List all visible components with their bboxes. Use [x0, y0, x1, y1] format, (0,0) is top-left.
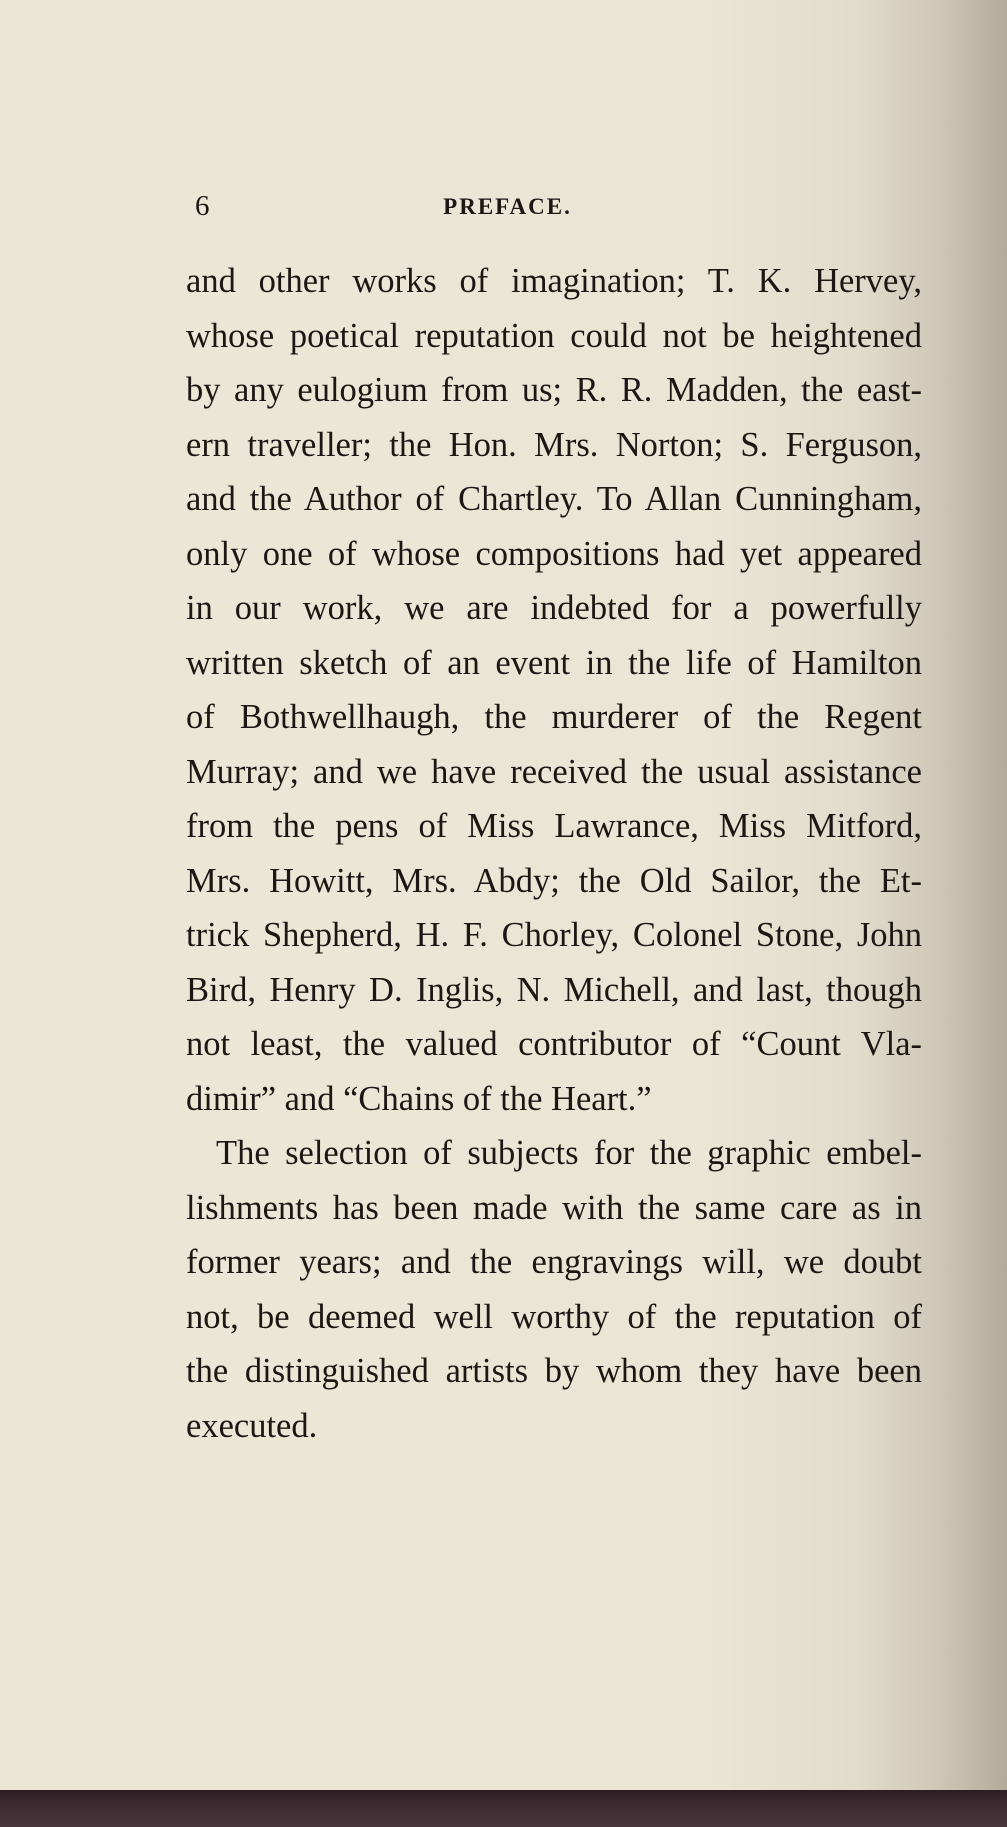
text-line: whose poetical reputation could not be heightened: [186, 316, 922, 355]
text-line: ern traveller; the Hon. Mrs. Norton; S. Ferguson,: [186, 425, 922, 464]
text-line: dimir” and “Chains of the Heart.”: [186, 1079, 652, 1118]
text-line: of Bothwellhaugh, the murderer of the Regent: [186, 698, 922, 736]
text-line: executed.: [186, 1406, 318, 1445]
text-line: by any eulogium from us; R. R. Madden, the east-: [186, 371, 922, 409]
page-number: 6: [195, 190, 210, 222]
running-head: [195, 190, 915, 230]
preface-text: [186, 254, 922, 1453]
text-line: not least, the valued contributor of “Count Vla-: [186, 1025, 922, 1063]
page-bottom-edge: [0, 1790, 1007, 1827]
text-line: lishments has been made with the same care as in: [186, 1188, 922, 1227]
paragraph-2: [186, 1126, 922, 1453]
running-head-title: PREFACE.: [443, 194, 572, 219]
text-line: in our work, we are indebted for a powerfully: [186, 589, 922, 627]
text-line: The selection of subjects for the graphic embel-: [216, 1134, 922, 1172]
paragraph-1: [186, 254, 922, 1126]
text-line: Mrs. Howitt, Mrs. Abdy; the Old Sailor, the Et-: [186, 861, 922, 900]
text-line: Bird, Henry D. Inglis, N. Michell, and last, though: [186, 970, 922, 1009]
text-line: Murray; and we have received the usual assistance: [186, 752, 922, 791]
text-line: trick Shepherd, H. F. Chorley, Colonel Stone, John: [186, 916, 922, 954]
text-line: not, be deemed well worthy of the reputation of: [186, 1297, 922, 1336]
text-line: and other works of imagination; T. K. Hervey,: [186, 262, 922, 300]
text-line: and the Author of Chartley. To Allan Cunningham,: [186, 480, 922, 518]
text-line: former years; and the engravings will, we doubt: [186, 1243, 922, 1281]
text-line: written sketch of an event in the life of Hamilton: [186, 643, 922, 682]
text-line: only one of whose compositions had yet appeared: [186, 534, 922, 573]
text-line: the distinguished artists by whom they have been: [186, 1352, 922, 1390]
text-line: from the pens of Miss Lawrance, Miss Mitford,: [186, 807, 922, 845]
